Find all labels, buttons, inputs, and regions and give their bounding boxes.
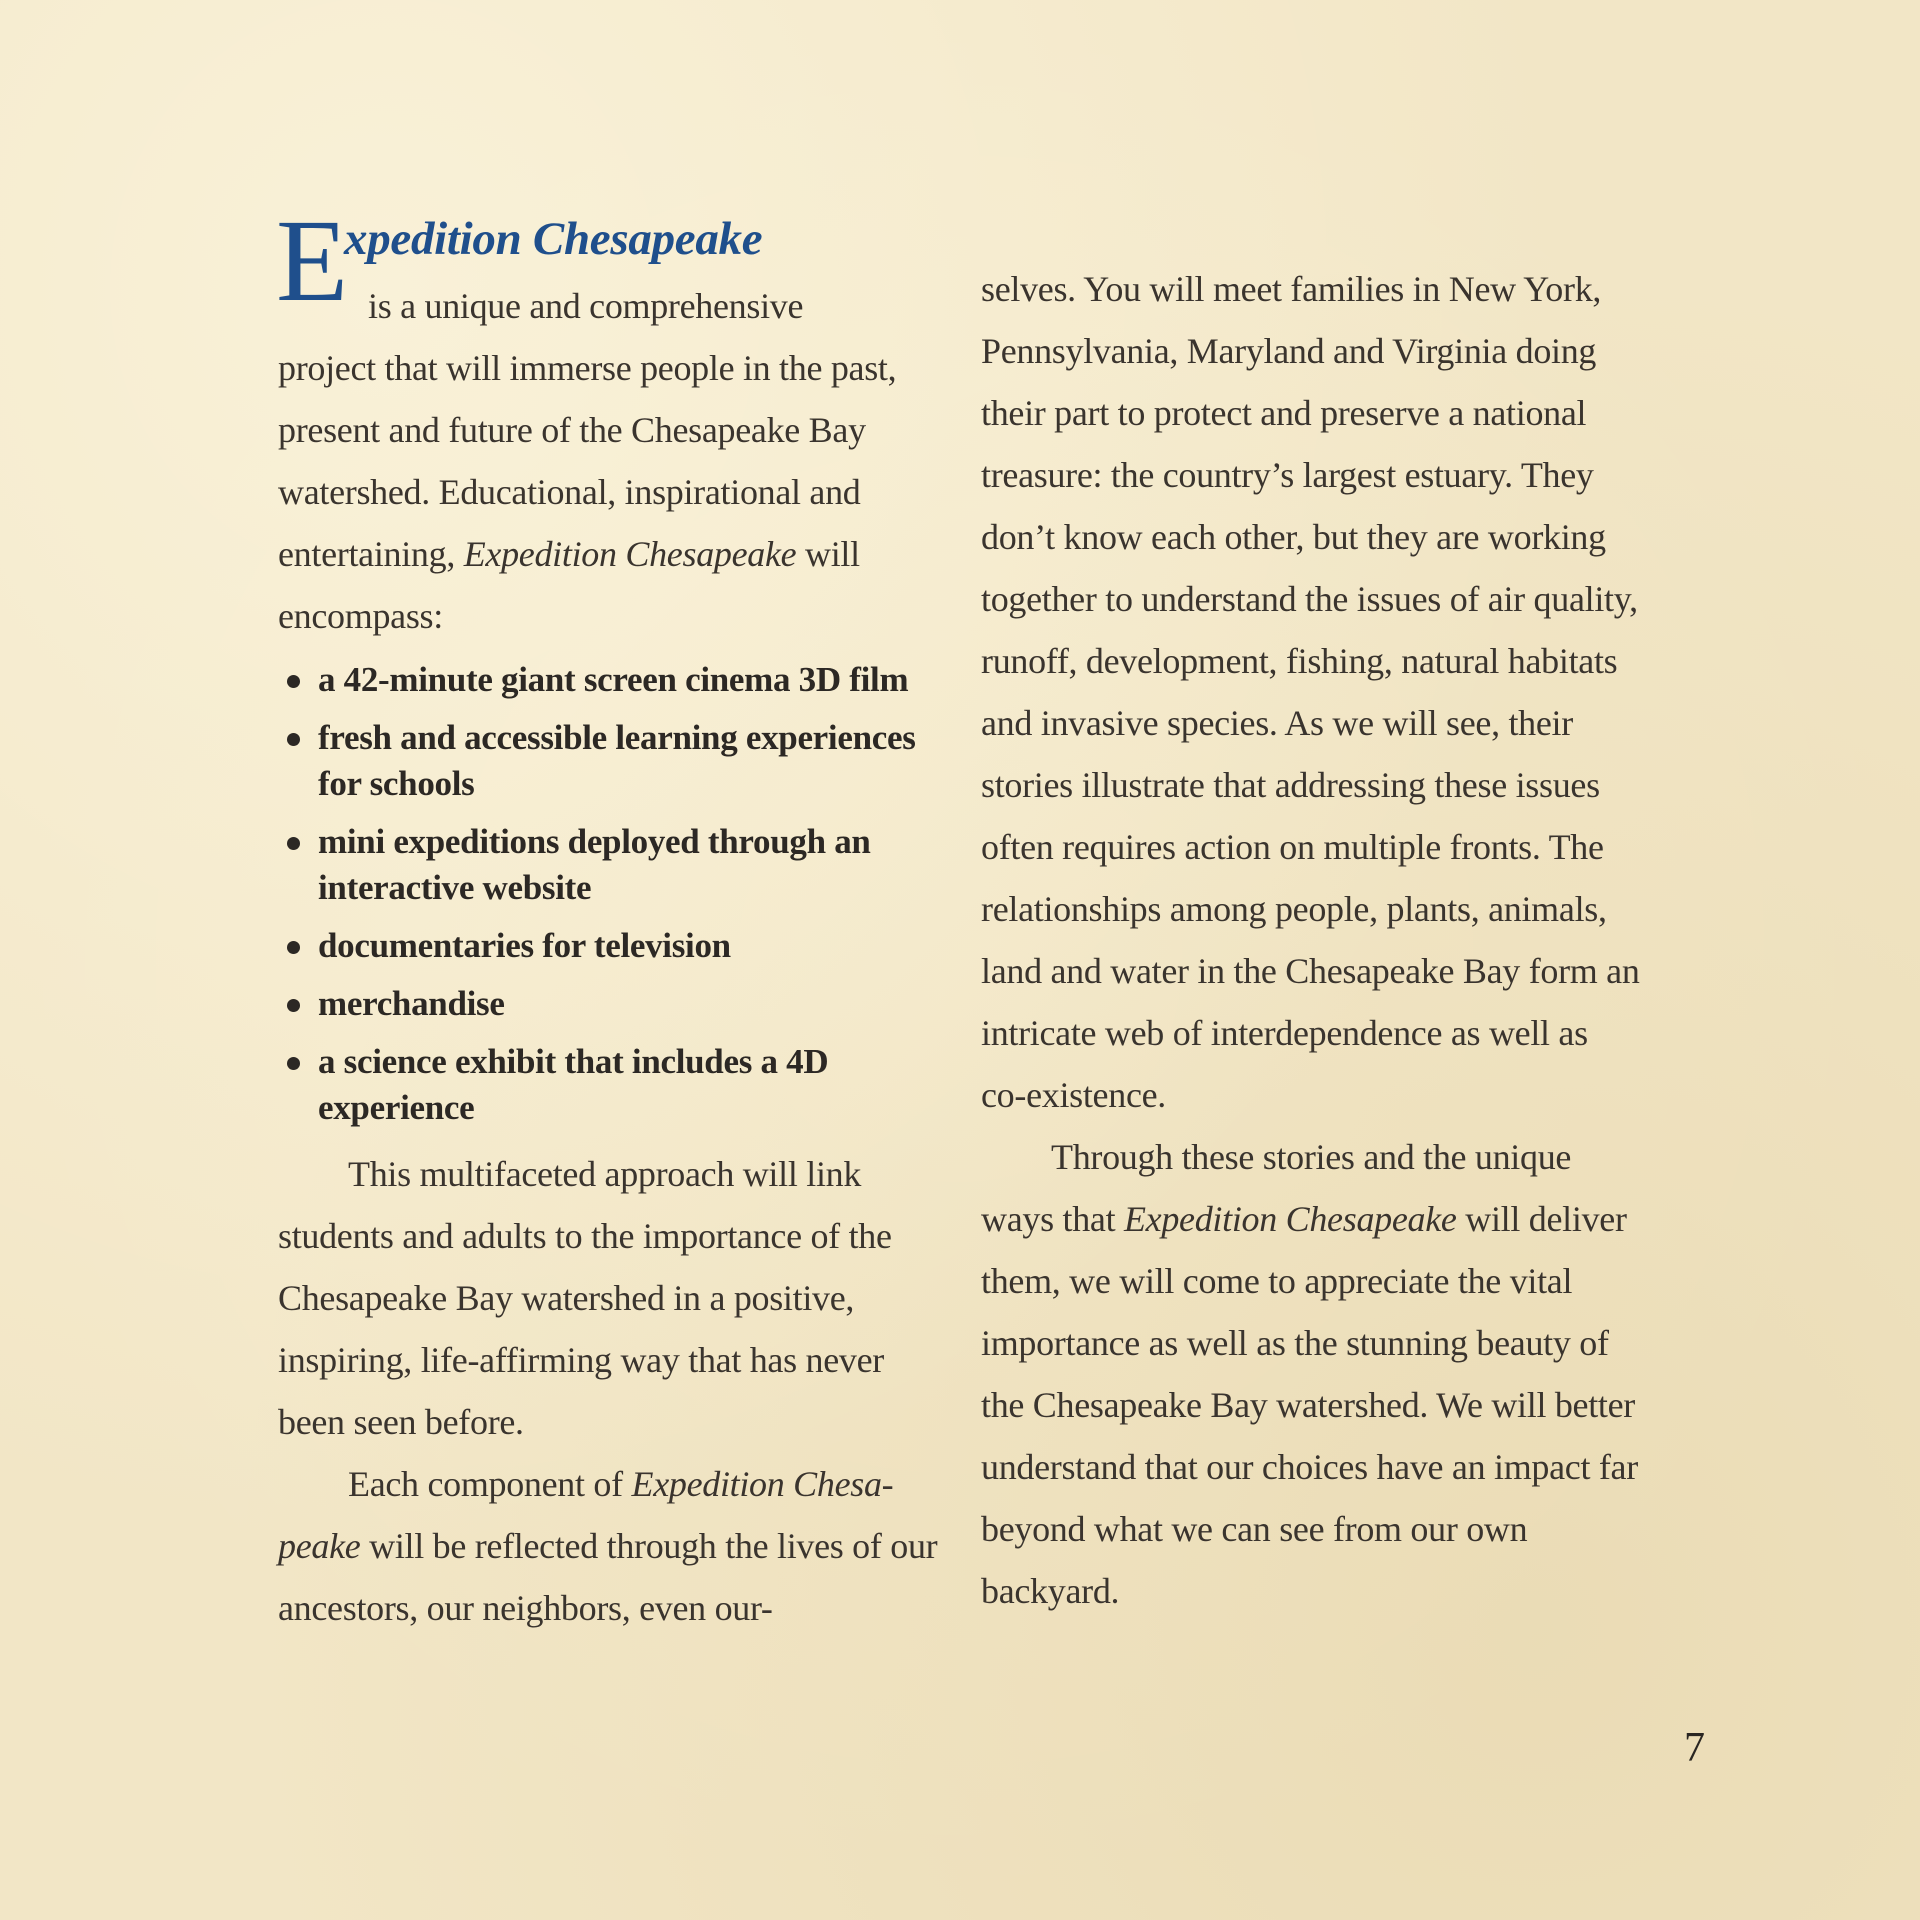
- components-italic-title: Expedition Chesa-peake: [278, 1464, 894, 1566]
- components-text: Each component of: [348, 1464, 632, 1504]
- list-item: mini expeditions deployed through an interactive website: [278, 819, 938, 911]
- list-item: merchandise: [278, 981, 938, 1027]
- paragraph-approach: This multifaceted approach will link students and adults to the importance of the Chesapeake Bay watershed in a positive, inspiring, life-affirming way that has never been seen before.: [278, 1154, 892, 1442]
- list-item: a 42-minute giant screen cinema 3D film: [278, 657, 938, 703]
- intro-paragraph: [278, 275, 938, 647]
- intro-text-end: will encompass:: [278, 534, 860, 636]
- intro-first-line: is a unique and comprehensive: [368, 286, 804, 326]
- left-column: [276, 195, 938, 1639]
- list-item: fresh and accessible learning experiences for schools: [278, 715, 938, 807]
- bullet-list: [278, 657, 938, 1131]
- stories-text: Through these stories and the unique ways that: [981, 1137, 1572, 1239]
- paragraph-stories: [981, 1126, 1641, 1622]
- page-number: 7: [1684, 1725, 1705, 1771]
- list-item: documentaries for television: [278, 923, 938, 969]
- list-item: a science exhibit that includes a 4D experience: [278, 1039, 938, 1131]
- drop-cap: E: [276, 195, 348, 326]
- right-column: [981, 258, 1641, 1622]
- paragraph-families: selves. You will meet families in New York, Pennsylvania, Maryland and Virginia doing their part to protect and preserve a national treasure: the country’s largest estuary. They don’t know each other, but they are working together to understand the issues of air quality, runoff, development, fishing, natural habitats and invasive species. As we will see, their stories illustrate that addressing these issues often requires action on multiple fronts. The relationships among people, plants, animals, land and water in the Chesapeake Bay form an intricate web of interdependence as well as co-existence.: [981, 269, 1640, 1115]
- stories-text-end: will deliver them, we will come to appreciate the vital importance as well as the stunning beauty of the Chesapeake Bay watershed. We will better understand that our choices have an impact far beyond what we can see from our own backyard.: [981, 1199, 1638, 1611]
- intro-text: project that will immerse people in the past, present and future of the Chesapeake Bay watershed. Educational, inspirational and entertaining,: [278, 348, 897, 574]
- paragraph-components: [278, 1453, 938, 1639]
- stories-italic-title: Expedition Chesapeake: [1123, 1199, 1457, 1239]
- intro-italic-title: Expedition Chesapeake: [463, 534, 797, 574]
- components-text-end: will be reflected through the lives of our ancestors, our neighbors, even our-: [278, 1526, 938, 1628]
- heading-title: xpedition Chesapeake: [344, 213, 763, 265]
